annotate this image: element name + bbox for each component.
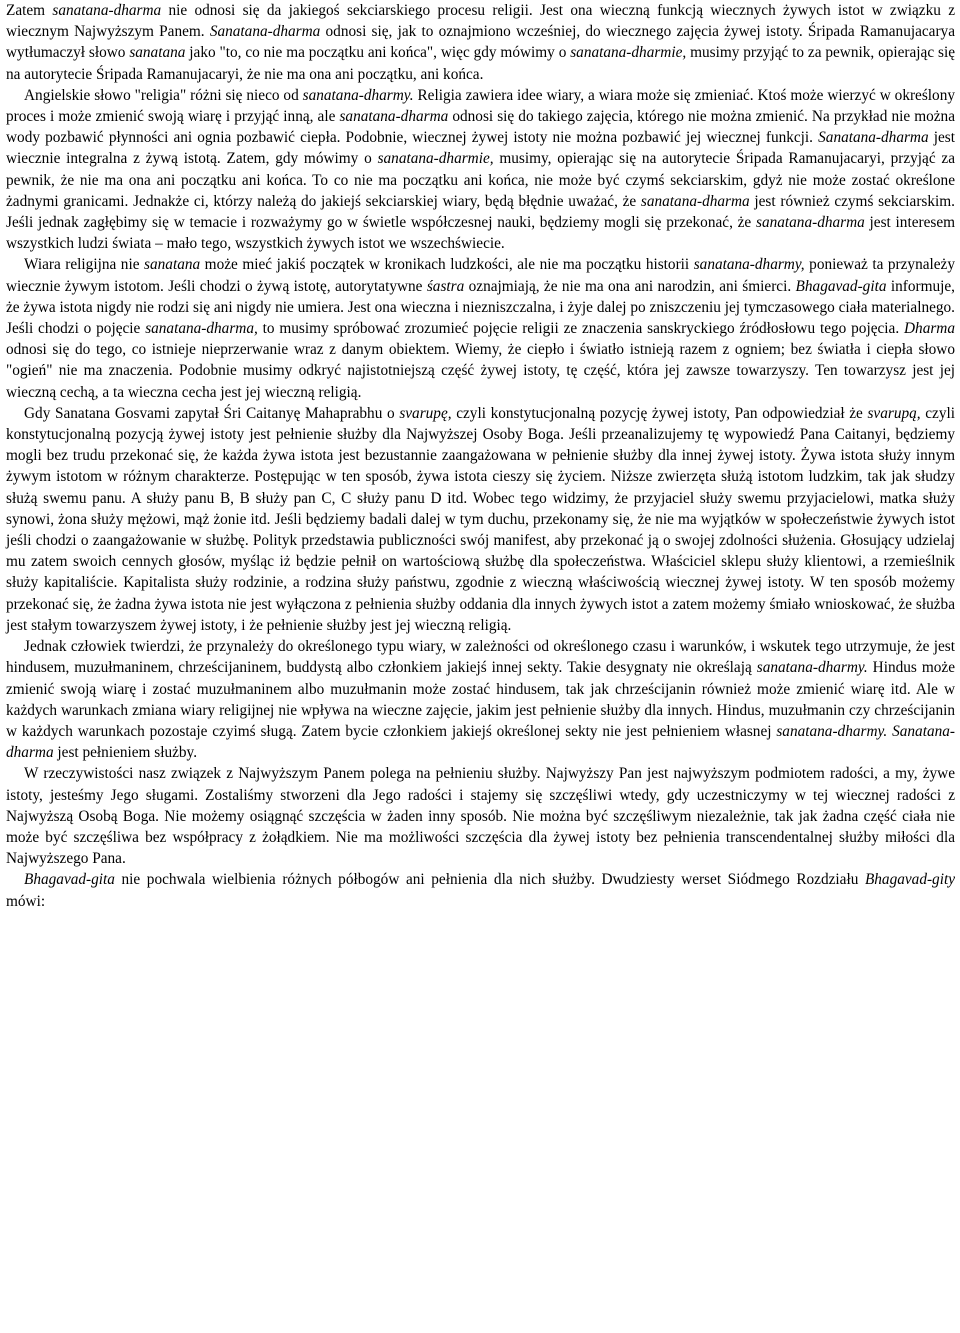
italic-term: sanatana bbox=[129, 44, 186, 62]
paragraph bbox=[6, 763, 955, 869]
italic-term: Bhagavad-gita bbox=[24, 871, 115, 889]
italic-term: sanatana-dharma bbox=[339, 108, 449, 126]
paragraph bbox=[6, 85, 955, 255]
italic-term: sanatana-dharma, bbox=[145, 320, 258, 338]
italic-term: sanatana-dharmy. bbox=[302, 86, 414, 104]
text-run: odnosi się do takiego zajęcia, którego nie można zmienić. Na przykład nie można wody pozbawić płynności ani ognia pozbawić ciepła. Podobnie, wiecznej żywej istoty nie można pozbawić jej wiecznej funkcji. bbox=[6, 108, 955, 147]
text-run: Angielskie słowo "religia" różni się nieco od bbox=[24, 86, 303, 104]
italic-term: sanatana-dharmie, bbox=[570, 44, 687, 62]
italic-term: sanatana-dharmy. bbox=[756, 659, 868, 677]
text-run: Gdy Sanatana Gosvami zapytał Śri Caitanyę Mahaprabhu o bbox=[24, 404, 400, 422]
text-run: odnosi się do tego, co istnieje nieprzerwanie wraz z danym obiektem. Wiemy, że ciepło i światło istnieją razem z ogniem; bez światła i ciepła słowo "ogień" nie ma znaczenia. Podobnie musimy odkryć najistotniejszą część żywej istoty, tę część, która jej zawsze towarzyszy. Ten towarzysz jest jej wieczną cechą, a ta wieczna cecha jest jej wieczną religią. bbox=[6, 341, 955, 401]
text-run: nie odnosi się da jakiegoś sekciarskiego procesu religii. Jest ona wieczną funkcją wiecznych żywych istot w związku z wiecznym Najwyższym Panem. bbox=[6, 2, 955, 41]
italic-term: Sanatana-dharma bbox=[818, 129, 929, 147]
text-run: mówi: bbox=[6, 892, 46, 910]
italic-term: sanatana-dharmy, bbox=[693, 256, 805, 274]
paragraph bbox=[6, 0, 955, 85]
text-run: Hindus może zmienić swoją wiarę i zostać muzułmaninem albo muzułmanin może zostać hindusem, tak jak chrześcijanin również może zmienić wiarę itd. Ale w każdych warunkach zmiana wiary religijnej nie wpływa na wieczne zajęcie, jakim jest pełnienie służby dla innych. Hindus, muzułmanin czy chrześcijanin w każdych warunkach pozostaje czyimś sługą. Zatem bycie członkiem jakiejś określonej sekty nie jest pełnieniem własnej bbox=[6, 659, 955, 740]
text-run: Wiara religijna nie bbox=[24, 256, 145, 274]
italic-term: sanatana-dharma bbox=[756, 214, 865, 232]
text-run: nie pochwala wielbienia różnych półbogów ani pełnienia dla nich służby. Dwudziesty werset Siódmego Rozdziału bbox=[114, 871, 865, 889]
text-run: jest pełnieniem służby. bbox=[53, 744, 198, 762]
italic-term: svarupę, bbox=[399, 404, 452, 422]
text-run: Religia zawiera idee wiary, a wiara może się zmieniać. Ktoś może wierzyć w określony proces i może zmienić swoją wiarę i przyjąć inną, ale bbox=[6, 86, 955, 126]
text-run: jest również czymś sekciarskim. Jeśli jednak zagłębimy się w temacie i rozważymy go w świetle współczesnej nauki, będziemy mogli się przekonać, że bbox=[6, 192, 956, 232]
italic-term: sanatana-dharma bbox=[640, 192, 750, 210]
italic-term: sanatana bbox=[144, 256, 201, 274]
paragraph bbox=[6, 636, 955, 763]
text-run: jest interesem wszystkich ludzi świata – mało tego, wszystkich żywych istot we wszechświecie. bbox=[6, 214, 956, 253]
italic-term: Dharma bbox=[904, 320, 955, 338]
text-run: jest wiecznie integralna z żywą istotą. Zatem, gdy mówimy o bbox=[6, 129, 955, 168]
text-run: to musimy spróbować zrozumieć pojęcie religii ze znaczenia sanskryckiego źródłosłowu tego pojęcia. bbox=[257, 320, 904, 338]
text-run: W rzeczywistości nasz związek z Najwyższym Panem polega na pełnieniu służby. Najwyższy Pan jest najwyższym podmiotem radości, a my, żywe istoty, jesteśmy Jego sługami. Zostaliśmy stworzeni dla Jego radości i stajemy się szczęśliwi wtedy, gdy uczestniczymy w tej wiecznej radości z Najwyższą Osobą Boga. Nie możemy osiągnąć szczęścia w żaden inny sposób. Nie można być szczęśliwym niezależnie, tak jak żadna część ciała nie może być szczęśliwa bez współpracy z żołądkiem. Nie ma możliwości szczęścia dla żywej istoty bez pełnienia transcendentalnej służby miłości dla Najwyższego Pana. bbox=[6, 765, 955, 868]
text-run: Jednak człowiek twierdzi, że przynależy do określonego typu wiary, w zależności od określonego czasu i warunków, i wskutek tego utrzymuje, że jest hindusem, muzułmaninem, chrześcijaninem, buddystą albo członkiem jakiejś innej sekty. Takie desygnaty nie określają bbox=[6, 638, 955, 677]
paragraph bbox=[6, 403, 955, 636]
text-run: ponieważ ta przynależy wiecznie żywym istotom. Jeśli chodzi o żywą istotę, autorytatywne bbox=[6, 256, 955, 295]
text-run: odnosi się, jak to oznajmiono wcześniej, do wiecznego zajęcia żywej istoty. Śripada Ramanujacarya wytłumaczył słowo bbox=[6, 23, 955, 62]
text-run: może mieć jakiś początek w kronikach ludzkości, ale nie ma początku historii bbox=[200, 256, 694, 274]
italic-term: śastra bbox=[426, 277, 465, 295]
text-run: czyli konstytucjonalną pozycją żywej istoty jest pełnienie służby dla Najwyższej Osoby Boga. Jeśli przeanalizujemy tę wypowiedź Pana Caitanyi, będziemy mogli bez trudu przekonać się, że każda żywa istota jest bezustannie zaangażowana w pełnienie służby dla innej żywej istoty. Żywa istota służy innym żywym istotom w różnym charakterze. Postępując w ten sposób, żywa istota cieszy się życiem. Niższe zwierzęta służą istotom ludzkim, tak jak słudzy służą swemu panu. A służy panu B, B służy pan C, C służy panu D itd. Wobec tego widzimy, że przyjaciel służy swemu przyjacielowi, matka służy synowi, żona służy mężowi, mąż żonie itd. Jeśli będziemy badali dalej w tym duchu, przekonamy się, że nie ma wyjątków w społeczeństwie żywych istot jeśli chodzi o zaangażowanie w służbę. Polityk przedstawia publiczności swój manifest, aby przekonać ją o swojej zdolności służenia. Głosujący udzielaj mu zatem swoich cennych głosów, myśląc iż będzie pełnił on wartościową służbę dla społeczeństwa. Właściciel sklepu służy klientowi, a rzemieślnik służy kapitaliście. Kapitalista służy rodzinie, a rodzina służy państwu, zgodnie z wieczną właściwością wiecznej żywej istoty. W ten sposób możemy przekonać się, że żadna żywa istota nie jest wyłączona z pełnienia służby oddania dla innych żywych istot a zatem możemy śmiało wnioskować, że służba jest stałym towarzyszem żywej istoty, i że pełnienie służby jest jej wieczną religią. bbox=[6, 404, 955, 634]
italic-term: svarupą, bbox=[867, 404, 921, 422]
text-run: musimy, opierając się na autorytecie Śripada Ramanujacaryi, przyjąć za pewnik, że nie ma ona ani początku ani końca. To co nie ma początku ani końca, nie może być czymś sekciarskim, gdyż nie może zostać określone żadnymi granicami. Jednakże ci, którzy należą do jakiejś sekciarskiej wiary, będą błędnie uważać, że bbox=[6, 150, 956, 210]
text-run: informuje, że żywa istota nigdy nie rodzi się ani nigdy nie umiera. Jest ona wieczna i niezniszczalna, i żyje dalej po zniszczeniu jej tymczasowego ciała materialnego. Jeśli chodzi o pojęcie bbox=[6, 277, 955, 338]
italic-term: sanatana-dharmie, bbox=[377, 150, 494, 168]
text-run: Zatem bbox=[6, 2, 53, 19]
italic-term: sanatana-dharmy. Sanatana-dharma bbox=[6, 722, 955, 762]
paragraph bbox=[6, 869, 955, 911]
text-run: jako "to, co nie ma początku ani końca", więc gdy mówimy o bbox=[185, 44, 571, 62]
italic-term: Bhagavad-gita bbox=[795, 277, 887, 295]
italic-term: Bhagavad-gity bbox=[864, 871, 955, 889]
text-run: czyli konstytucjonalną pozycję żywej istoty, Pan odpowiedział że bbox=[451, 404, 868, 422]
paragraph bbox=[6, 254, 955, 402]
italic-term: Sanatana-dharma bbox=[209, 23, 321, 41]
text-run: oznajmiają, że nie ma ona ani narodzin, ani śmierci. bbox=[464, 277, 796, 295]
italic-term: sanatana-dharma bbox=[52, 2, 162, 19]
text-run: musimy przyjąć to za pewnik, opierając się na autorytecie Śripada Ramanujacaryi, że nie ma ona ani początku, ani końca. bbox=[6, 44, 956, 83]
